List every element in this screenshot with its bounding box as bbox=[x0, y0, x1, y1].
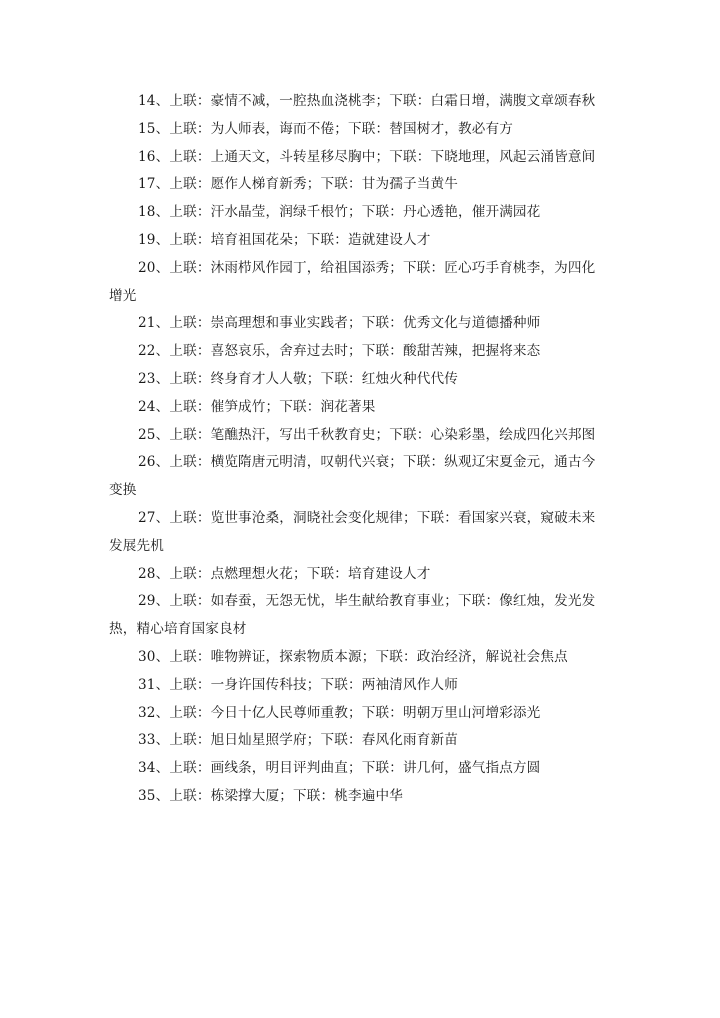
couplet-list bbox=[109, 88, 607, 811]
couplet-entry-19: 19、上联：培育祖国花朵；下联：造就建设人才 bbox=[138, 231, 431, 248]
couplet-entry-15: 15、上联：为人师表，诲而不倦；下联：替国树才，教必有方 bbox=[138, 120, 513, 137]
couplet-entry-33: 33、上联：旭日灿星照学府；下联：春风化雨育新苗 bbox=[138, 732, 458, 749]
couplet-entry-29: 29、上联：如春蚕，无怨无忧，毕生献给教育事业；下联：像红烛，发光发热，精心培育国家良材 bbox=[109, 593, 596, 638]
couplet-entry-14: 14、上联：豪情不减，一腔热血浇桃李；下联：白霜日增，满腹文章颂春秋 bbox=[138, 93, 596, 109]
couplet-entry-28: 28、上联：点燃理想火花；下联：培育建设人才 bbox=[138, 565, 431, 582]
couplet-entry-23: 23、上联：终身育才人人敬；下联：红烛火种代代传 bbox=[138, 370, 458, 387]
couplet-entry-22: 22、上联：喜怒哀乐，舍弃过去时；下联：酸甜苦辣，把握将来态 bbox=[138, 343, 541, 360]
couplet-entry-16: 16、上联：上通天文，斗转星移尽胸中；下联：下晓地理，风起云涌皆意间 bbox=[138, 148, 596, 165]
couplet-entry-17: 17、上联：愿作人梯育新秀；下联：甘为孺子当黄牛 bbox=[138, 176, 458, 193]
couplet-entry-27: 27、上联：览世事沧桑，洞晓社会变化规律；下联：看国家兴衰，窥破未来发展先机 bbox=[109, 509, 596, 554]
couplet-entry-34: 34、上联：画线条，明目评判曲直；下联：讲几何，盛气指点方圆 bbox=[138, 760, 541, 777]
couplet-entry-24: 24、上联：催笋成竹；下联：润花著果 bbox=[138, 398, 376, 415]
couplet-entry-20: 20、上联：沐雨栉风作园丁，给祖国添秀；下联：匠心巧手育桃李，为四化增光 bbox=[109, 259, 596, 304]
couplet-entry-31: 31、上联：一身许国传科技；下联：两袖清风作人师 bbox=[138, 676, 458, 693]
couplet-entry-21: 21、上联：崇高理想和事业实践者；下联：优秀文化与道德播种师 bbox=[138, 315, 541, 332]
couplet-entry-30: 30、上联：唯物辨证，探索物质本源；下联：政治经济，解说社会焦点 bbox=[138, 648, 568, 665]
couplet-entry-18: 18、上联：汗水晶莹，润绿千根竹；下联：丹心透艳，催开满园花 bbox=[138, 204, 541, 221]
couplet-entry-25: 25、上联：笔醮热汗，写出千秋教育史；下联：心染彩墨，绘成四化兴邦图 bbox=[138, 426, 596, 443]
couplet-entry-26: 26、上联：横览隋唐元明清，叹朝代兴衰；下联：纵观辽宋夏金元，通古今变换 bbox=[109, 454, 596, 499]
couplet-entry-35: 35、上联：栋梁撑大厦；下联：桃李遍中华 bbox=[138, 787, 403, 804]
couplet-entry-32: 32、上联：今日十亿人民尊师重教；下联：明朝万里山河增彩添光 bbox=[138, 704, 541, 721]
